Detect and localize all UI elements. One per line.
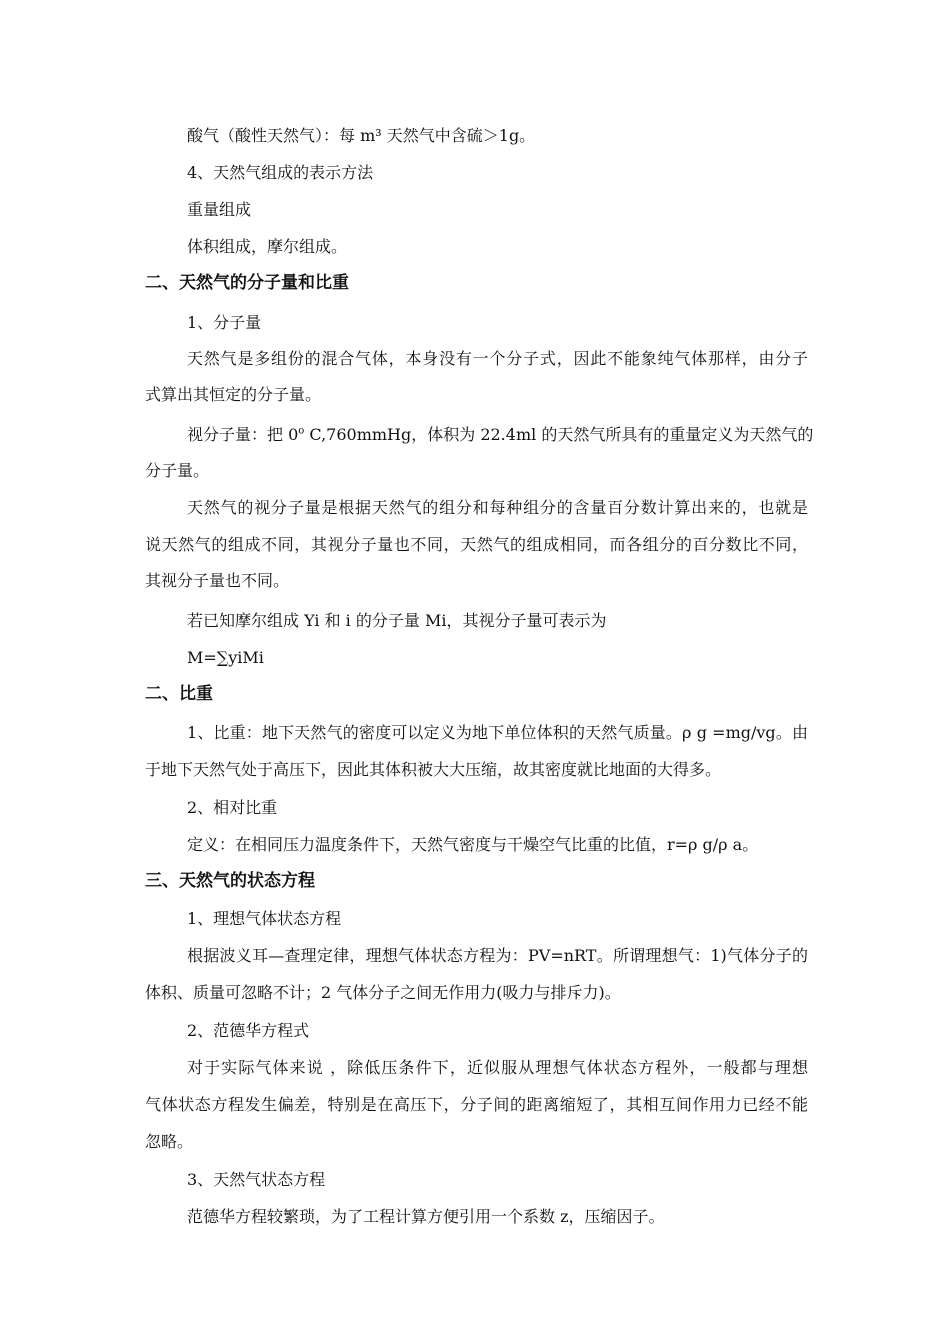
- section-heading-specific-gravity: 二、比重: [145, 684, 213, 704]
- paragraph-sour-gas: 酸气（酸性天然气）：每 m³ 天然气中含硫＞1g。: [187, 126, 536, 145]
- section-heading-molecular-weight: 二、天然气的分子量和比重: [145, 273, 349, 293]
- paragraph-weight-composition: 重量组成: [187, 200, 252, 219]
- paragraph-line: 天然气是多组份的混合气体，本身没有一个分子式，因此不能象纯气体那样，由分子: [187, 349, 808, 368]
- text-fragment: C,760mmHg，体积为 22.4ml 的天然气所具有的重量定义为天然气的: [304, 425, 814, 444]
- formula-apparent-molecular-weight: M=∑yiMi: [187, 648, 264, 667]
- paragraph-relative-gravity-definition: 定义：在相同压力温度条件下，天然气密度与干燥空气比重的比值，r=ρ g/ρ a。: [187, 835, 759, 854]
- subheading-composition-methods: 4、天然气组成的表示方法: [187, 163, 374, 182]
- text-fragment: 视分子量：把 0: [187, 425, 299, 444]
- paragraph-line: 忽略。: [145, 1132, 194, 1151]
- paragraph-molar-composition: 若已知摩尔组成 Yi 和 i 的分子量 Mi，其视分子量可表示为: [187, 611, 607, 630]
- paragraph-line: 气体状态方程发生偏差，特别是在高压下，分子间的距离缩短了，其相互间作用力已经不能: [145, 1095, 808, 1114]
- subheading-relative-gravity: 2、相对比重: [187, 798, 278, 817]
- paragraph-compression-factor: 范德华方程较繁琐，为了工程计算方便引用一个系数 z，压缩因子。: [187, 1207, 665, 1226]
- paragraph-van-der-waals: 对于实际气体来说 ，除低压条件下，近似服从理想气体状态方程外，一般都与理想: [187, 1058, 808, 1077]
- subheading-van-der-waals: 2、范德华方程式: [187, 1021, 310, 1040]
- section-heading-state-equation: 三、天然气的状态方程: [145, 871, 315, 891]
- paragraph-line: 分子量。: [145, 461, 210, 480]
- paragraph-line: 其视分子量也不同。: [145, 571, 290, 590]
- subheading-natural-gas-state-equation: 3、天然气状态方程: [187, 1170, 326, 1189]
- subheading-molecular-weight: 1、分子量: [187, 313, 262, 332]
- paragraph-volume-molar-composition: 体积组成，摩尔组成。: [187, 237, 348, 256]
- subheading-ideal-gas: 1、理想气体状态方程: [187, 909, 342, 928]
- paragraph-line: 体积、质量可忽略不计；2 气体分子之间无作用力(吸力与排斥力)。: [145, 983, 621, 1002]
- paragraph-line: 于地下天然气处于高压下，因此其体积被大大压缩，故其密度就比地面的大得多。: [145, 760, 722, 779]
- degree-superscript: o: [298, 425, 305, 437]
- paragraph-line: 天然气的视分子量是根据天然气的组分和每种组分的含量百分数计算出来的，也就是: [187, 498, 808, 517]
- paragraph-ideal-gas: 根据波义耳—查理定律，理想气体状态方程为：PV=nRT。所谓理想气：1)气体分子的: [187, 946, 808, 965]
- paragraph-line: 式算出其恒定的分子量。: [145, 385, 322, 404]
- paragraph-apparent-molecular-weight: [187, 425, 814, 445]
- paragraph-specific-gravity: 1、比重：地下天然气的密度可以定义为地下单位体积的天然气质量。ρ g =mg/vg。由: [187, 723, 808, 742]
- paragraph-line: 说天然气的组成不同，其视分子量也不同，天然气的组成相同，而各组分的百分数比不同，: [145, 535, 808, 554]
